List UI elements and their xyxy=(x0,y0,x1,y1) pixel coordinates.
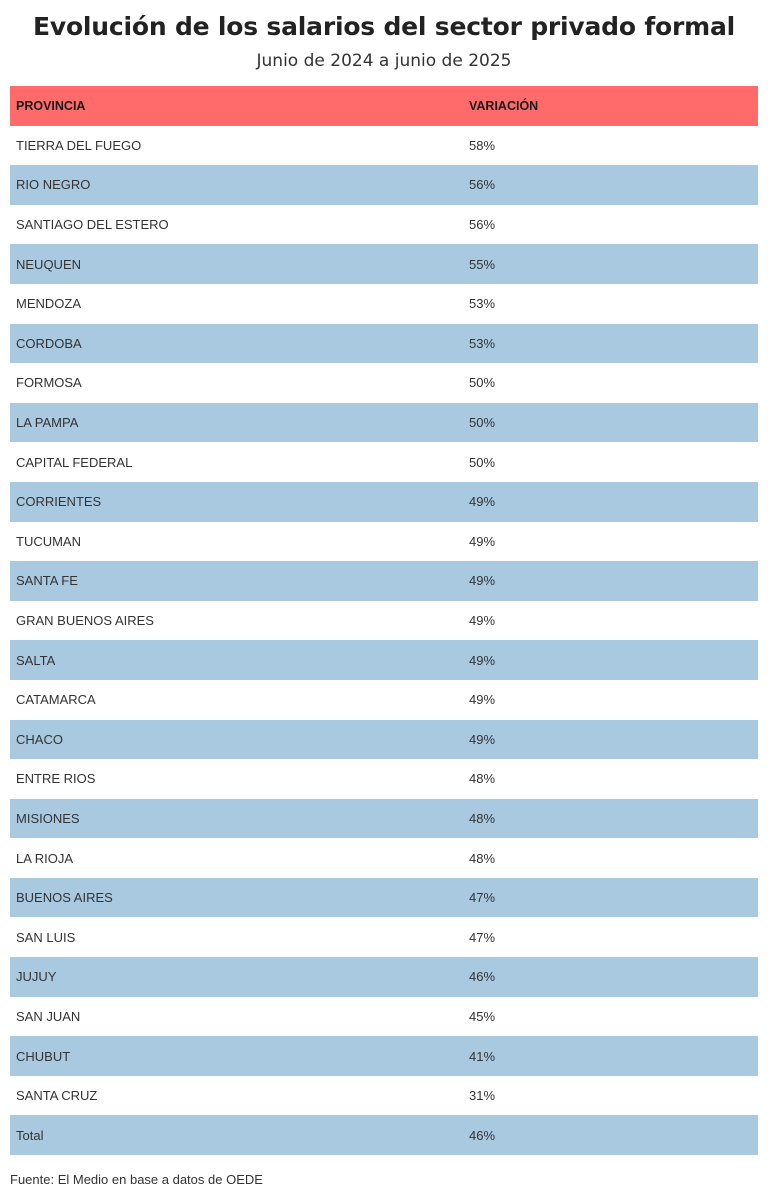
province-cell: TUCUMAN xyxy=(16,533,81,549)
table-row xyxy=(10,957,758,997)
variation-cell: 49% xyxy=(469,573,496,589)
variation-cell: 46% xyxy=(469,1127,496,1143)
table-row xyxy=(10,997,758,1037)
table-row xyxy=(10,244,758,284)
province-cell: LA RIOJA xyxy=(16,850,74,866)
table-row xyxy=(10,205,758,245)
table-row xyxy=(10,878,758,918)
province-cell: SANTIAGO DEL ESTERO xyxy=(16,217,169,233)
table-row xyxy=(10,165,758,205)
column-header-variation: VARIACIÓN xyxy=(469,98,539,113)
province-cell: SALTA xyxy=(16,652,56,668)
table-row xyxy=(10,640,758,680)
table-body xyxy=(10,126,758,1155)
table-row xyxy=(10,442,758,482)
variation-cell: 49% xyxy=(469,731,496,747)
table-header-row xyxy=(10,86,758,126)
page-title: Evolución de los salarios del sector privado formal xyxy=(32,12,736,41)
variation-cell: 45% xyxy=(469,1008,496,1024)
province-cell: CHUBUT xyxy=(16,1048,71,1064)
variation-cell: 50% xyxy=(469,454,496,470)
province-cell: SAN LUIS xyxy=(16,929,76,945)
salary-variation-table xyxy=(10,86,758,1155)
province-cell: CORDOBA xyxy=(16,335,82,351)
table-row xyxy=(10,601,758,641)
column-header-province: PROVINCIA xyxy=(16,98,86,113)
variation-cell: 47% xyxy=(469,890,496,906)
variation-cell: 50% xyxy=(469,415,496,431)
variation-cell: 49% xyxy=(469,692,496,708)
province-cell: SANTA CRUZ xyxy=(16,1088,98,1104)
variation-cell: 31% xyxy=(469,1088,496,1104)
table-row xyxy=(10,284,758,324)
province-cell: LA PAMPA xyxy=(16,415,79,431)
variation-cell: 48% xyxy=(469,771,496,787)
province-cell: FORMOSA xyxy=(16,375,82,391)
table-row xyxy=(10,838,758,878)
province-cell: BUENOS AIRES xyxy=(16,890,113,906)
variation-cell: 53% xyxy=(469,335,496,351)
variation-cell: 55% xyxy=(469,256,496,272)
province-cell: MENDOZA xyxy=(16,296,81,312)
variation-cell: 49% xyxy=(469,533,496,549)
province-cell: CHACO xyxy=(16,731,63,747)
province-cell: CAPITAL FEDERAL xyxy=(16,454,133,470)
province-cell: ENTRE RIOS xyxy=(16,771,96,787)
table-total-row xyxy=(10,1115,758,1155)
table-row xyxy=(10,482,758,522)
variation-cell: 46% xyxy=(469,969,496,985)
table-row xyxy=(10,759,758,799)
province-cell: MISIONES xyxy=(16,810,80,826)
page-subtitle: Junio de 2024 a junio de 2025 xyxy=(256,51,512,71)
province-cell: Total xyxy=(16,1127,44,1143)
variation-cell: 58% xyxy=(469,137,496,153)
table-row xyxy=(10,324,758,364)
table-row xyxy=(10,403,758,443)
table-row xyxy=(10,720,758,760)
table-row xyxy=(10,1036,758,1076)
variation-cell: 48% xyxy=(469,810,496,826)
variation-cell: 41% xyxy=(469,1048,496,1064)
variation-cell: 56% xyxy=(469,177,496,193)
variation-cell: 56% xyxy=(469,217,496,233)
table-row xyxy=(10,363,758,403)
variation-cell: 47% xyxy=(469,929,496,945)
province-cell: TIERRA DEL FUEGO xyxy=(16,137,142,153)
table-row xyxy=(10,126,758,166)
province-cell: JUJUY xyxy=(16,969,57,985)
table-row xyxy=(10,799,758,839)
table-row xyxy=(10,680,758,720)
variation-cell: 49% xyxy=(469,613,496,629)
province-cell: SAN JUAN xyxy=(16,1008,81,1024)
province-cell: GRAN BUENOS AIRES xyxy=(16,613,154,629)
source-note: Fuente: El Medio en base a datos de OEDE xyxy=(10,1172,263,1187)
variation-cell: 49% xyxy=(469,494,496,510)
province-cell: CATAMARCA xyxy=(16,692,96,708)
variation-cell: 48% xyxy=(469,850,496,866)
variation-cell: 53% xyxy=(469,296,496,312)
province-cell: RIO NEGRO xyxy=(16,177,91,193)
variation-cell: 49% xyxy=(469,652,496,668)
province-cell: CORRIENTES xyxy=(16,494,102,510)
province-cell: NEUQUEN xyxy=(16,256,82,272)
variation-cell: 50% xyxy=(469,375,496,391)
table-row xyxy=(10,917,758,957)
table-row xyxy=(10,522,758,562)
table-row xyxy=(10,561,758,601)
province-cell: SANTA FE xyxy=(16,573,78,589)
table-row xyxy=(10,1076,758,1116)
